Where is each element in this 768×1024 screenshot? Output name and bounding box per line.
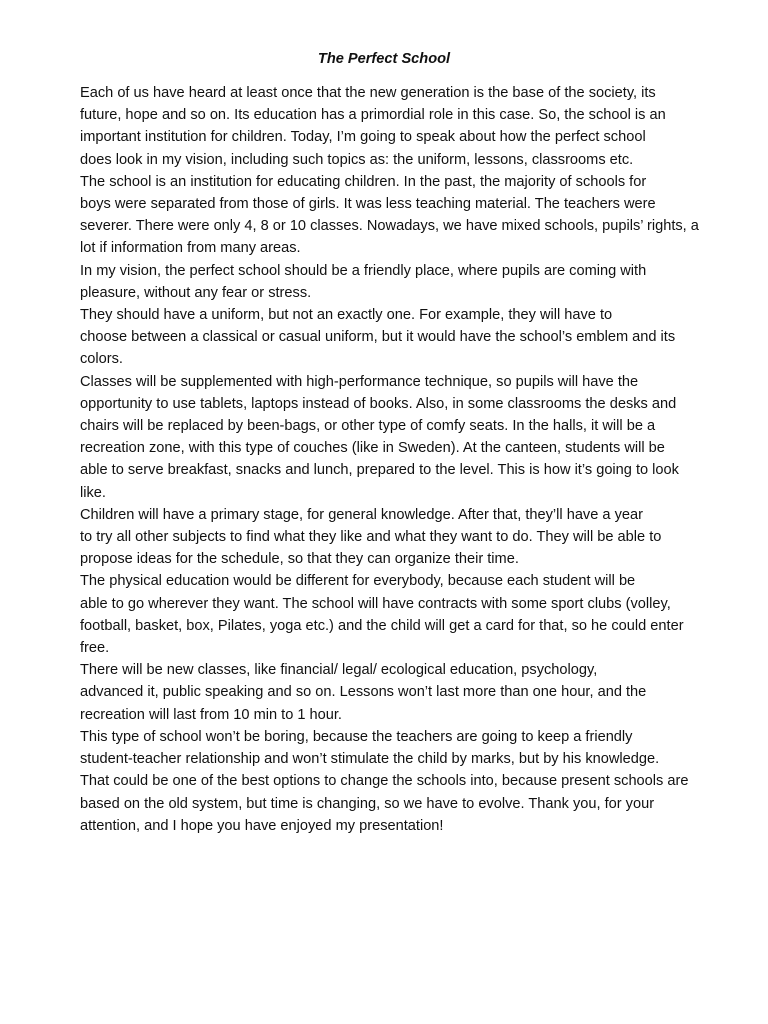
text-line: student-teacher relationship and won’t stimulate the child by marks, but by his knowledge. [80,751,660,768]
text-line: attention, and I hope you have enjoyed my presentation! [80,817,444,834]
text-line: to try all other subjects to find what they like and what they want to do. They will be able to [80,529,662,546]
text-line: based on the old system, but time is changing, so we have to evolve. Thank you, for your [80,795,655,812]
text-line: does look in my vision, including such topics as: the uniform, lessons, classrooms etc. [80,151,634,168]
text-line: This type of school won’t be boring, because the teachers are going to keep a friendly [80,728,633,745]
text-line: able to serve breakfast, snacks and lunch, prepared to the level. This is how it’s going to look [80,462,679,479]
text-line: That could be one of the best options to change the schools into, because present schools are [80,773,689,790]
text-line: like. [80,484,106,501]
paragraph [45,82,725,171]
text-line: The physical education would be different for everybody, because each student will be [80,573,636,590]
text-line: colors. [80,351,123,368]
text-line: propose ideas for the schedule, so that they can organize their time. [80,551,519,568]
text-line: pleasure, without any fear or stress. [80,284,312,301]
text-line: football, basket, box, Pilates, yoga etc.) and the child will get a card for that, so he could enter [80,617,684,634]
paragraph [45,570,725,659]
paragraph [45,659,725,726]
paragraph [45,726,725,837]
document-body [45,82,725,837]
text-line: Classes will be supplemented with high-performance technique, so pupils will have the [80,373,639,390]
paragraph [45,304,725,371]
text-line: able to go wherever they want. The school will have contracts with some sport clubs (volley, [80,595,671,612]
text-line: free. [80,640,110,657]
text-line: future, hope and so on. Its education has a primordial role in this case. So, the school is an [80,107,666,124]
text-line: Each of us have heard at least once that the new generation is the base of the society, its [80,85,656,101]
text-line: advanced it, public speaking and so on. Lessons won’t last more than one hour, and the [80,684,647,701]
text-line: opportunity to use tablets, laptops instead of books. Also, in some classrooms the desks and [80,395,677,412]
text-line: Children will have a primary stage, for general knowledge. After that, they’ll have a year [80,506,643,523]
text-line: chairs will be replaced by been-bags, or other type of comfy seats. In the halls, it will be a [80,418,656,435]
paragraph [45,260,725,304]
text-line: The school is an institution for educating children. In the past, the majority of schools for [80,173,647,190]
document-title: The Perfect School [317,51,451,67]
text-line: There will be new classes, like financial/ legal/ ecological education, psychology, [80,662,598,679]
text-line: important institution for children. Today, I’m going to speak about how the perfect school [80,129,646,146]
text-line: In my vision, the perfect school should be a friendly place, where pupils are coming with [80,262,647,279]
text-line: recreation will last from 10 min to 1 hour. [80,706,342,723]
paragraph [45,171,725,260]
text-line: severer. There were only 4, 8 or 10 classes. Nowadays, we have mixed schools, pupils’ rights, a [80,218,699,235]
text-line: boys were separated from those of girls. It was less teaching material. The teachers were [80,196,656,213]
text-line: recreation zone, with this type of couches (like in Sweden). At the canteen, students will be [80,440,665,457]
text-line: They should have a uniform, but not an exactly one. For example, they will have to [80,307,613,324]
paragraph [45,504,725,571]
paragraph [45,371,725,504]
text-line: choose between a classical or casual uniform, but it would have the school’s emblem and its [80,329,676,346]
text-line: lot if information from many areas. [80,240,301,257]
